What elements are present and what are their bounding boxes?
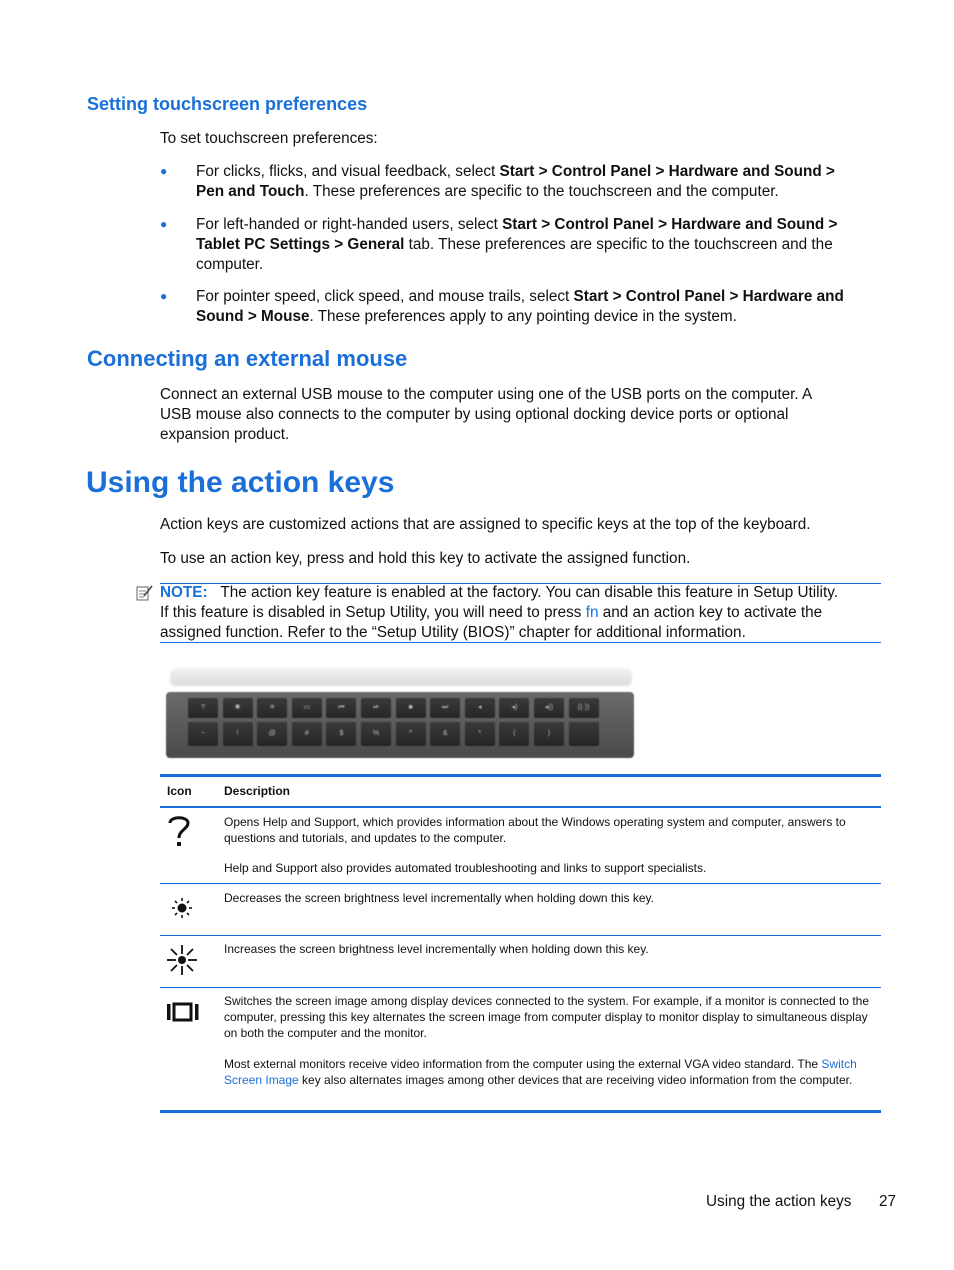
action-keys-paragraph-2: To use an action key, press and hold this key to activate the assigned function. xyxy=(160,550,691,567)
brightness-down-icon xyxy=(170,896,194,925)
column-header-description: Description xyxy=(224,784,291,798)
page-number: 27 xyxy=(879,1193,897,1210)
fn-link[interactable]: fn xyxy=(585,603,599,621)
row-description-extra: Help and Support also provides automated troubleshooting and links to support specialists. xyxy=(224,861,707,875)
section-heading-external-mouse: Connecting an external mouse xyxy=(87,346,408,371)
help-question-icon xyxy=(166,812,192,857)
note-bottom-rule xyxy=(160,642,881,643)
row-description: Decreases the screen brightness level incrementally when holding down this key. xyxy=(224,891,655,905)
function-key: ⏭ xyxy=(430,698,460,718)
keyboard-image xyxy=(162,662,636,762)
note-label: NOTE: xyxy=(160,584,208,601)
table-bottom-rule xyxy=(160,1110,881,1113)
function-key: ◂)) xyxy=(534,698,564,718)
function-key: ? xyxy=(188,698,218,718)
number-key: $ xyxy=(326,722,356,746)
touchscreen-intro: To set touchscreen preferences: xyxy=(160,130,378,147)
table-top-rule xyxy=(160,774,881,777)
function-key: ✳ xyxy=(257,698,287,718)
note-icon xyxy=(136,584,154,602)
number-key: & xyxy=(430,722,460,746)
row-rule xyxy=(160,935,881,936)
chapter-title: Using the action keys xyxy=(86,466,395,499)
number-key: % xyxy=(361,722,391,746)
function-key: ◂ xyxy=(465,698,495,718)
number-key: ^ xyxy=(396,722,426,746)
action-keys-paragraph-1: Action keys are customized actions that are assigned to specific keys at the top of the keyboard. xyxy=(160,516,811,533)
bullet-dot-icon: ● xyxy=(160,217,168,231)
function-key: ✱ xyxy=(223,698,253,718)
note-block: NOTE: The action key feature is enabled at the factory. You can disable this feature in Setup Utility. If this feature is disabled in Setup Utility, you will need to press fn and an action key to activate the assigned function. Refer to the “Setup Utility (BIOS)” chapter for additional information. xyxy=(160,584,838,641)
row-rule xyxy=(160,883,881,884)
brightness-up-icon xyxy=(166,944,198,981)
number-key: # xyxy=(292,722,322,746)
section-heading-touchscreen: Setting touchscreen preferences xyxy=(87,94,368,114)
footer-section-title: Using the action keys xyxy=(706,1193,852,1210)
external-mouse-paragraph: Connect an external USB mouse to the computer using one of the USB ports on the computer. A USB mouse also connects to the computer by using optional docking device ports or optional expansion product. xyxy=(160,386,813,443)
header-rule xyxy=(160,806,881,808)
row-description: Increases the screen brightness level incrementally when holding down this key. xyxy=(224,942,649,956)
function-key: ■ xyxy=(396,698,426,718)
switch-screen-icon xyxy=(166,1002,200,1027)
row-rule xyxy=(160,987,881,988)
number-key xyxy=(569,722,599,746)
number-key: ( xyxy=(499,722,529,746)
bullet-dot-icon: ● xyxy=(160,289,168,303)
row-description-extra: Most external monitors receive video information from the computer using the external VGA video standard. The Switch Screen Image key also alternates images among other devices that are receiving video information from the computer. xyxy=(224,1057,857,1087)
function-key: ((·)) xyxy=(569,698,599,718)
bullet-dot-icon: ● xyxy=(160,164,168,178)
number-key: * xyxy=(465,722,495,746)
keyboard-body xyxy=(166,692,634,758)
row-description: Switches the screen image among display devices connected to the system. For example, if a monitor is connected to the computer, pressing this key alternates the screen image from computer display to monitor display to simultaneous display on both the computer and the monitor. xyxy=(224,994,869,1040)
function-key: ⏮ xyxy=(326,698,356,718)
row-description: Opens Help and Support, which provides information about the Windows operating system and computer, answers to questions and tutorials, and updates to the computer. xyxy=(224,815,846,845)
function-key: ▭ xyxy=(292,698,322,718)
switch-screen-image-link[interactable]: Switch Screen Image xyxy=(224,1057,857,1087)
function-key: ⏯ xyxy=(361,698,391,718)
number-key: ~ xyxy=(188,722,218,746)
keyboard-top-edge xyxy=(170,668,632,686)
number-key: @ xyxy=(257,722,287,746)
column-header-icon: Icon xyxy=(167,784,192,798)
number-key: ) xyxy=(534,722,564,746)
function-key: ◂) xyxy=(499,698,529,718)
number-key: ! xyxy=(223,722,253,746)
